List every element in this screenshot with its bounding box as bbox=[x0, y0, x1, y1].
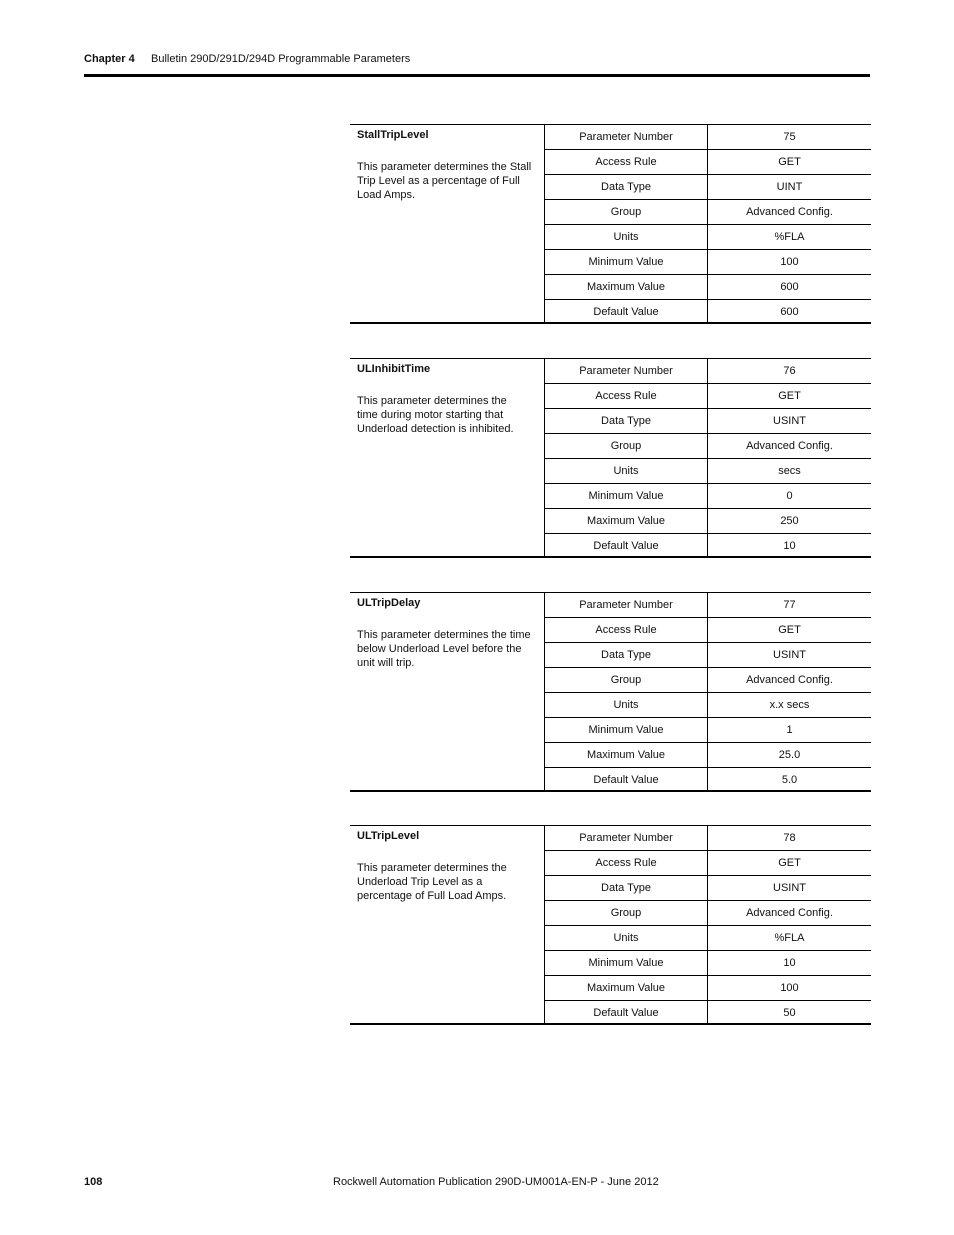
table-row bbox=[545, 851, 871, 876]
parameter-table bbox=[545, 359, 871, 558]
row-label: Maximum Value bbox=[545, 509, 708, 534]
row-label: Units bbox=[545, 693, 708, 718]
row-label: Minimum Value bbox=[545, 718, 708, 743]
row-label: Minimum Value bbox=[545, 951, 708, 976]
row-value: 600 bbox=[780, 306, 799, 318]
table-row bbox=[545, 926, 871, 951]
table-row bbox=[545, 901, 871, 926]
table-row bbox=[545, 250, 871, 275]
header-rule bbox=[84, 74, 870, 77]
parameter-description-cell bbox=[350, 125, 545, 322]
row-label: Data Type bbox=[545, 876, 708, 901]
parameter-name: ULInhibitTime bbox=[357, 363, 431, 375]
row-label: Data Type bbox=[545, 643, 708, 668]
row-value: 100 bbox=[708, 976, 872, 1001]
row-value: secs bbox=[708, 459, 872, 484]
parameter-block-ultripdelay bbox=[350, 592, 871, 792]
row-value: USINT bbox=[708, 409, 872, 434]
row-value: 600 bbox=[708, 275, 872, 300]
row-label: Parameter Number bbox=[545, 593, 708, 618]
table-row bbox=[545, 409, 871, 434]
row-value: Advanced Config. bbox=[708, 434, 872, 459]
table-row bbox=[545, 484, 871, 509]
table-row bbox=[545, 125, 871, 150]
row-value: Advanced Config. bbox=[708, 200, 872, 225]
parameter-name: ULTripLevel bbox=[357, 830, 420, 842]
row-value: %FLA bbox=[708, 225, 872, 250]
publication-info: Rockwell Automation Publication 290D-UM001A-EN-P - June 2012 bbox=[333, 1176, 659, 1188]
table-row bbox=[545, 359, 871, 384]
page-number: 108 bbox=[84, 1176, 103, 1188]
row-value: 75 bbox=[708, 125, 872, 150]
table-row bbox=[545, 668, 871, 693]
row-label: Parameter Number bbox=[545, 826, 708, 851]
table-row bbox=[545, 768, 871, 793]
row-value: 77 bbox=[708, 593, 872, 618]
parameter-description-cell bbox=[350, 359, 545, 556]
row-label: Group bbox=[545, 434, 708, 459]
row-value: 10 bbox=[708, 951, 872, 976]
row-value: 100 bbox=[708, 250, 872, 275]
table-row bbox=[545, 593, 871, 618]
header-title: Bulletin 290D/291D/294D Programmable Parameters bbox=[151, 53, 411, 65]
row-value: UINT bbox=[708, 175, 872, 200]
row-label: Group bbox=[545, 668, 708, 693]
row-label: Default Value bbox=[545, 1001, 708, 1026]
row-label: Data Type bbox=[545, 175, 708, 200]
row-value: GET bbox=[708, 150, 872, 175]
row-value: 10 bbox=[783, 540, 796, 552]
row-label: Access Rule bbox=[545, 851, 708, 876]
parameter-description: This parameter determines the time below Underload Level before the unit will trip. bbox=[357, 629, 531, 669]
row-label: Default Value bbox=[545, 534, 708, 559]
row-label: Minimum Value bbox=[545, 484, 708, 509]
row-label: Maximum Value bbox=[545, 275, 708, 300]
row-label: Minimum Value bbox=[545, 250, 708, 275]
row-value: 0 bbox=[708, 484, 872, 509]
table-row bbox=[545, 743, 871, 768]
row-label: Maximum Value bbox=[545, 976, 708, 1001]
parameter-block-stalltriplevel bbox=[350, 124, 871, 324]
row-value: 50 bbox=[783, 1007, 796, 1019]
row-value: x.x secs bbox=[708, 693, 872, 718]
row-value: GET bbox=[708, 618, 872, 643]
table-row bbox=[545, 1001, 871, 1026]
row-label: Maximum Value bbox=[545, 743, 708, 768]
row-value: 5.0 bbox=[781, 774, 798, 786]
parameter-description-cell bbox=[350, 593, 545, 790]
row-value: GET bbox=[708, 851, 872, 876]
row-label: Parameter Number bbox=[545, 125, 708, 150]
parameter-block-ulinhibittime bbox=[350, 358, 871, 558]
row-value: Advanced Config. bbox=[708, 668, 872, 693]
table-row bbox=[545, 275, 871, 300]
row-value: 78 bbox=[708, 826, 872, 851]
row-value: 25.0 bbox=[708, 743, 872, 768]
table-row bbox=[545, 876, 871, 901]
table-row bbox=[545, 951, 871, 976]
row-label: Parameter Number bbox=[545, 359, 708, 384]
table-row bbox=[545, 534, 871, 559]
row-label: Data Type bbox=[545, 409, 708, 434]
row-label: Units bbox=[545, 225, 708, 250]
parameter-description: This parameter determines the Underload Trip Level as a percentage of Full Load Amps. bbox=[357, 862, 507, 902]
table-row bbox=[545, 643, 871, 668]
row-value: 76 bbox=[708, 359, 872, 384]
parameter-description: This parameter determines the time during motor starting that Underload detection is inhibited. bbox=[357, 395, 514, 435]
table-row bbox=[545, 618, 871, 643]
parameter-description-cell bbox=[350, 826, 545, 1023]
table-row bbox=[545, 826, 871, 851]
parameter-table bbox=[545, 125, 871, 324]
row-value: USINT bbox=[708, 876, 872, 901]
row-value: USINT bbox=[708, 643, 872, 668]
table-row bbox=[545, 509, 871, 534]
table-row bbox=[545, 434, 871, 459]
table-row bbox=[545, 175, 871, 200]
table-row bbox=[545, 225, 871, 250]
table-row bbox=[545, 976, 871, 1001]
table-row bbox=[545, 200, 871, 225]
parameter-table bbox=[545, 593, 871, 792]
parameter-block-ultriplevel bbox=[350, 825, 871, 1025]
table-row bbox=[545, 718, 871, 743]
row-label: Group bbox=[545, 901, 708, 926]
table-row bbox=[545, 150, 871, 175]
row-label: Units bbox=[545, 459, 708, 484]
table-row bbox=[545, 693, 871, 718]
parameter-description: This parameter determines the Stall Trip Level as a percentage of Full Load Amps. bbox=[357, 161, 532, 201]
table-row bbox=[545, 459, 871, 484]
row-value: 1 bbox=[708, 718, 872, 743]
row-label: Default Value bbox=[545, 300, 708, 325]
chapter-label: Chapter 4 bbox=[84, 53, 135, 65]
row-label: Access Rule bbox=[545, 618, 708, 643]
parameter-name: StallTripLevel bbox=[357, 129, 429, 141]
row-value: GET bbox=[708, 384, 872, 409]
row-label: Access Rule bbox=[545, 384, 708, 409]
parameter-name: ULTripDelay bbox=[357, 597, 421, 609]
parameter-table bbox=[545, 826, 871, 1025]
row-value: 250 bbox=[708, 509, 872, 534]
row-label: Default Value bbox=[545, 768, 708, 793]
row-label: Group bbox=[545, 200, 708, 225]
row-label: Units bbox=[545, 926, 708, 951]
table-row bbox=[545, 300, 871, 325]
table-row bbox=[545, 384, 871, 409]
row-value: Advanced Config. bbox=[708, 901, 872, 926]
row-label: Access Rule bbox=[545, 150, 708, 175]
row-value: %FLA bbox=[708, 926, 872, 951]
